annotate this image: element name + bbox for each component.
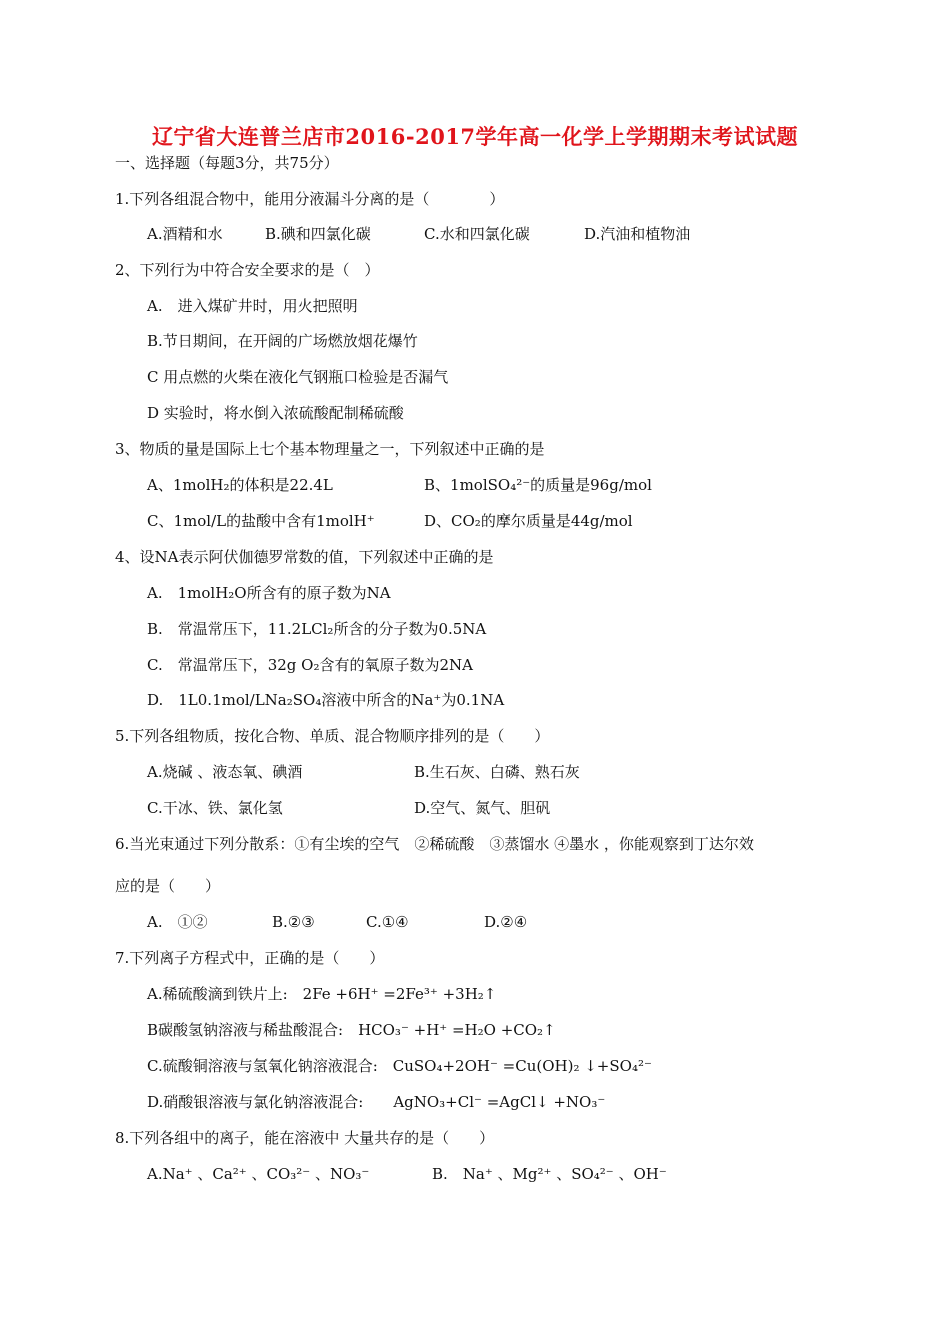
question-3-stem: 3、物质的量是国际上七个基本物理量之一，下列叙述中正确的是 (115, 440, 545, 458)
q2-option-b: B.节日期间，在开阔的广场燃放烟花爆竹 (147, 332, 418, 350)
question-5-stem: 5.下列各组物质，按化合物、单质、混合物顺序排列的是（ ） (115, 727, 550, 745)
page-title: 辽宁省大连普兰店市2016-2017学年高一化学上学期期末考试试题 (151, 124, 799, 149)
q4-option-d: D. 1L0.1mol/LNa₂SO₄溶液中所含的Na⁺为0.1NA (147, 691, 505, 709)
q2-option-c: C 用点燃的火柴在液化气钢瓶口检验是否漏气 (147, 368, 449, 386)
q8-option-b: B. Na⁺ 、Mg²⁺ 、SO₄²⁻ 、OH⁻ (432, 1165, 667, 1183)
q2-option-d: D 实验时，将水倒入浓硫酸配制稀硫酸 (147, 404, 404, 422)
q6-option-b: B.②③ (272, 913, 315, 931)
q1-option-b: B.碘和四氯化碳 (265, 225, 371, 243)
q7-option-b: B碳酸氢钠溶液与稀盐酸混合: HCO₃⁻ +H⁺ =H₂O +CO₂↑ (147, 1021, 556, 1039)
q4-option-a: A. 1molH₂O所含有的原子数为NA (147, 584, 391, 602)
q6-option-d: D.②④ (484, 913, 528, 931)
q5-option-b: B.生石灰、白磷、熟石灰 (414, 763, 580, 781)
q3-option-b: B、1molSO₄²⁻的质量是96g/mol (424, 476, 652, 494)
q6-option-a: A. ①② (147, 913, 208, 931)
question-8-stem: 8.下列各组中的离子，能在溶液中 大量共存的是（ ） (115, 1129, 495, 1147)
q6-option-c: C.①④ (366, 913, 409, 931)
q7-option-c: C.硫酸铜溶液与氢氧化钠溶液混合: CuSO₄+2OH⁻ =Cu(OH)₂ ↓+SO₄²⁻ (147, 1057, 652, 1075)
question-6-stem-line2: 应的是（ ） (115, 877, 221, 895)
q3-option-d: D、CO₂的摩尔质量是44g/mol (424, 512, 633, 530)
q5-option-d: D.空气、氮气、胆矾 (414, 799, 551, 817)
q5-option-a: A.烧碱 、液态氧、碘酒 (147, 763, 303, 781)
q3-option-a: A、1molH₂的体积是22.4L (147, 476, 333, 494)
q3-option-c: C、1mol/L的盐酸中含有1molH⁺ (147, 512, 375, 530)
q2-option-a: A. 进入煤矿井时，用火把照明 (147, 297, 358, 315)
section-heading: 一、选择题（每题3分，共75分） (115, 154, 339, 172)
q1-option-d: D.汽油和植物油 (584, 225, 691, 243)
q1-option-a: A.酒精和水 (147, 225, 223, 243)
q5-option-c: C.干冰、铁、氯化氢 (147, 799, 283, 817)
q4-option-b: B. 常温常压下，11.2LCl₂所含的分子数为0.5NA (147, 620, 487, 638)
q4-option-c: C. 常温常压下，32g O₂含有的氧原子数为2NA (147, 656, 473, 674)
q7-option-d: D.硝酸银溶液与氯化钠溶液混合: AgNO₃+Cl⁻ =AgCl↓ +NO₃⁻ (147, 1093, 606, 1111)
question-6-stem-line1: 6.当光束通过下列分散系：①有尘埃的空气 ②稀硫酸 ③蒸馏水 ④墨水 ，你能观察到丁达尔效 (115, 835, 754, 853)
question-1-stem: 1.下列各组混合物中，能用分液漏斗分离的是（ ） (115, 190, 505, 208)
q1-option-c: C.水和四氯化碳 (424, 225, 530, 243)
question-2-stem: 2、下列行为中符合安全要求的是（ ） (115, 261, 380, 279)
q8-option-a: A.Na⁺ 、Ca²⁺ 、CO₃²⁻ 、NO₃⁻ (147, 1165, 370, 1183)
q7-option-a: A.稀硫酸滴到铁片上: 2Fe +6H⁺ =2Fe³⁺ +3H₂↑ (147, 985, 497, 1003)
question-7-stem: 7.下列离子方程式中，正确的是（ ） (115, 949, 385, 967)
question-4-stem: 4、设NA表示阿伏伽德罗常数的值，下列叙述中正确的是 (115, 548, 494, 566)
